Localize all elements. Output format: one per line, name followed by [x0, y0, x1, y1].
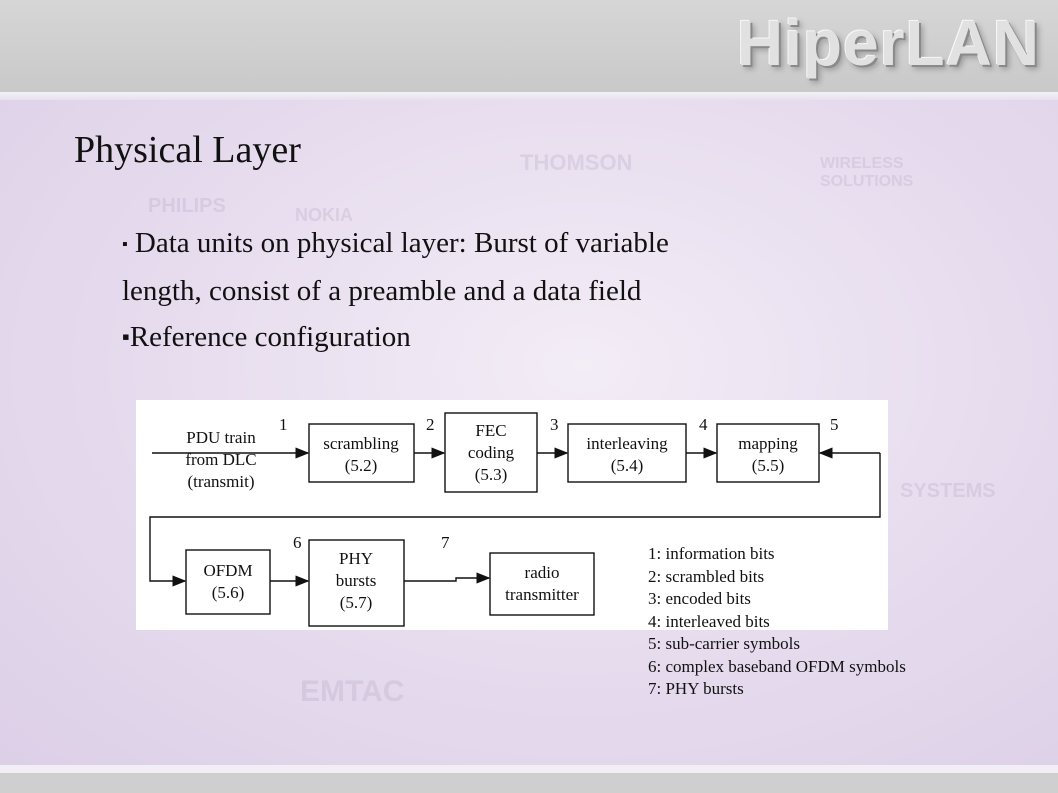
legend-item: 2: scrambled bits	[648, 566, 765, 586]
block-label: interleaving	[586, 434, 668, 453]
input-label: from DLC	[185, 450, 257, 469]
block-label: FEC	[475, 421, 507, 440]
bullet-item	[122, 220, 842, 268]
watermark-logo: SYSTEMS	[900, 480, 996, 502]
bullet-list	[122, 220, 842, 360]
input-label: PDU train	[186, 428, 256, 447]
block-label: (5.2)	[344, 456, 378, 475]
legend-item: 7: PHY bursts	[648, 679, 744, 698]
legend-item: 3: encoded bits	[648, 589, 751, 608]
legend-item: 6: complex baseband OFDM symbols	[648, 656, 906, 676]
legend-item: 4: interleaved bits	[648, 611, 770, 631]
header-bar	[0, 0, 1058, 92]
legend-item: 1: information bits	[648, 544, 775, 563]
block-label: PHY	[338, 549, 374, 568]
reference-point-label: 2	[426, 415, 435, 434]
block-label: transmitter	[505, 585, 579, 604]
block-label: radio	[524, 563, 560, 582]
bullet-item	[122, 314, 842, 360]
watermark-logo: NOKIA	[295, 205, 353, 225]
block-label: scrambling	[323, 434, 399, 453]
footer-bar	[0, 773, 1058, 793]
reference-point-label: 7	[441, 533, 450, 552]
block-label: bursts	[335, 571, 377, 590]
watermark-logo: EMTAC	[300, 675, 405, 708]
diagram-legend	[648, 543, 906, 701]
watermark-logo: WIRELESS SOLUTIONS	[820, 155, 914, 190]
bullet-text: Reference configuration	[129, 321, 411, 353]
reference-point-label: 5	[830, 415, 839, 434]
legend-item: 5: sub-carrier symbols	[648, 634, 801, 653]
block-label: (5.4)	[610, 456, 644, 475]
input-label: (transmit)	[187, 472, 255, 491]
block-label: OFDM	[203, 561, 253, 580]
block-label: (5.7)	[339, 593, 373, 612]
bullet-text: Data units on physical layer: Burst of variable	[134, 227, 669, 259]
slide-title: Physical Layer	[74, 129, 301, 171]
block-ofdm	[186, 550, 270, 614]
bullet-continuation: length, consist of a preamble and a data field	[122, 275, 642, 307]
reference-point-label: 1	[279, 415, 288, 434]
flow-arrow	[404, 578, 489, 581]
reference-point-label: 3	[550, 415, 559, 434]
watermark-logo: PHILIPS	[148, 195, 226, 217]
block-label: coding	[467, 443, 515, 462]
reference-point-label: 6	[293, 533, 302, 552]
block-label: mapping	[738, 434, 798, 453]
watermark-logo: THOMSON	[520, 150, 633, 175]
reference-point-label: 4	[699, 415, 708, 434]
hiperlan-logo: HiperLAN	[736, 7, 1040, 79]
block-label: (5.6)	[211, 583, 245, 602]
footer-divider	[0, 765, 1058, 773]
header-divider	[0, 92, 1058, 100]
block-label: (5.5)	[751, 456, 785, 475]
block-label: (5.3)	[474, 465, 508, 484]
bullet-marker: ▪	[122, 324, 130, 349]
bullet-marker: ▪	[122, 236, 128, 253]
